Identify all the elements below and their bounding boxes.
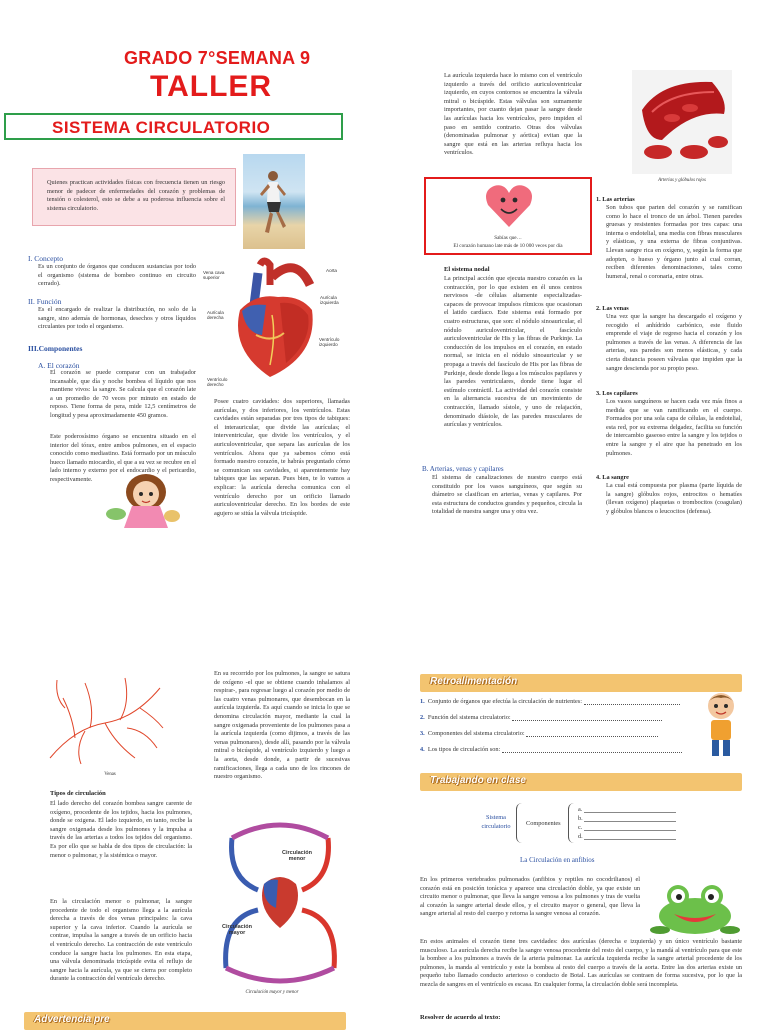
nodal-text: La principal acción que ejecuta nuestro corazón es la contracción, por lo que existen en él unos centros nerviosos -de células altamente especializadas- capaces de provocar impulsos rítmicos que ocasionan el latido cardíaco. Este sistema está formado por cuatro estructuras, que son: el nódulo sinoauricular, el nódulo auriculoventricular, el fascículo auriculoventricular de His y las fibras de Purkinje. La conducción de los impulsos en el corazón, en estado normal, se inicia en el nódulo sinoauricular y se propaga a través del fascículo de His por las fibras de Purkinje, desde donde llega a los músculos papilares y las paredes ventriculares, donde tiene lugar el estímulo contráctil. La actividad del corazón consiste en la alternancia sucesiva de un movimiento de contracción, llamado sístole, y uno de relajación, denominado diástole, de las paredes musculares de aurículas y ventrículos. bbox=[444, 275, 582, 429]
answer-line-4[interactable] bbox=[502, 746, 682, 753]
heart-label-auricula-derecha: Aurícula derecha bbox=[207, 310, 224, 320]
smiling-heart-icon bbox=[484, 183, 534, 229]
sabias-box bbox=[424, 177, 592, 255]
intro-box bbox=[32, 168, 236, 226]
runner-photo bbox=[243, 154, 305, 249]
topic-banner bbox=[4, 113, 343, 140]
sangre-label: 4. La sangre bbox=[596, 474, 629, 481]
taller-title: TALLER bbox=[150, 70, 273, 103]
sabias-title: Sabías que… bbox=[494, 235, 522, 241]
circ-caption: Circulación mayor y menor bbox=[245, 990, 299, 995]
trabajando-title: Trabajando en clase bbox=[430, 775, 526, 786]
col3-top-text: La aurícula izquierda hace lo mismo con el ventrículo izquierdo a través del orificio auriculoventricular izquierdo, en cuyos contornos se encuentra la válvula mitral o bicúspide. Estas válvulas son sumamente importantes, por cuanto dejan pasar la sangre desde las aurículas hacia los ventrículos, pero impiden el paso en sentido contrario. Otras dos válvulas (denominadas pulmonar y aórtica) evitan que la sangre que está en las arterias refluya hacia los ventrículos. bbox=[444, 72, 582, 157]
col2-text: Posee cuatro cavidades: dos superiores, llamadas aurículas, y dos inferiores, los ventrículos. Estas cavidades están separadas por tres tipos de tabiques: el interauricular, que divide las aurículas; el interventricular, que divide los ventrículos, y el auriculoventricular, que separa las aurículas de los ventrículos. Ahora que ya sabemos cómo está formado nuestro corazón, te habrás preguntado cómo se comunican sus cavidades, si aparentemente hay tabiques que las separan. Pues bien, te lo vamos a explicar: la aurícula derecha comunica con el ventrículo derecho por un orificio llamado auriculoventricular derecho. En los bordes de este agujero se sitúa la válvula tricúspide. bbox=[214, 398, 350, 517]
funcion-label: II. Función bbox=[28, 297, 62, 306]
grade-title: GRADO 7°SEMANA 9 bbox=[124, 48, 311, 68]
topic-title: SISTEMA CIRCULATORIO bbox=[52, 118, 271, 137]
sabias-text: El corazón humano late más de 10 000 veces por día bbox=[453, 243, 563, 249]
tipos-title: Tipos de circulación bbox=[50, 790, 106, 797]
trabajando-bar bbox=[420, 773, 742, 791]
component-line-c[interactable] bbox=[584, 824, 676, 831]
girl-cartoon bbox=[102, 470, 182, 532]
component-answer-d: d. bbox=[578, 833, 688, 842]
sangre-text: La cual está compuesta por plasma (parte líquida de la sangre) glóbulos rojos, entrocitos o hematíes (llevan oxígeno) plaquetas o trombocitos (coagulan) y glóbulos blancos o leucocitos (defensa). bbox=[606, 482, 742, 515]
arterias-caption: Arterias y glóbulos rojos bbox=[658, 178, 706, 183]
answer-line-2[interactable] bbox=[512, 714, 662, 721]
capilares-text: Los vasos sanguíneos se hacen cada vez más finos a medida que se van ramificando en el cuerpo. Formados por una sola capa de células, la endotelial, esta red, por su extrema delgadez, facilita su función de intercambio gaseoso entre la sangre y los tejidos o entre la sangre y el aire que ha penetrado en los pulmones. bbox=[606, 398, 742, 457]
heart-label-vena-cava: Vena cava superior bbox=[203, 270, 225, 280]
component-line-b[interactable] bbox=[584, 815, 676, 822]
venas-text: Una vez que la sangre ha descargado el oxígeno y recogido el anhídrido carbónico, este fluido emprende el viaje de regreso hacia el corazón y los pulmones a través de las venas. A diferencia de las arterias, sus paredes son menos elásticas, y cada cierta distancia poseen válvulas que impiden que la sangre descienda por su propio peso. bbox=[606, 313, 742, 372]
corazon-label: A. El corazón bbox=[38, 361, 80, 370]
heart-label-ventriculo-izquierdo: Ventrículo izquierdo bbox=[319, 337, 340, 347]
funcion-text: Es el encargado de realizar la distribución, no solo de la sangre, sino además de hormonas, desechos y otros líquidos circulantes por todo el organismo. bbox=[38, 306, 196, 331]
arterias-text: Son tubos que parten del corazón y se ramifican como lo hace el tronco de un árbol. Tienen paredes gruesas y resistentes formadas por tres capas: una interna o endotelial, una media con fibras musculares y elásticas, y una externa de fibras conjuntivas. Llevan sangre rica en oxígeno, y, según la forma que adopten, o hueso y órgano junto al cual corran, reciben diferentes denominaciones, tales como humeral, renal o coronaria, entre otras. bbox=[606, 204, 742, 280]
corazon-text: El corazón se puede comparar con un trabajador incansable, que día y noche bombea el líquido que nos mantiene vivos: la sangre. Se calcula que el corazón late a un promedio de 70 veces por minuto en estado de reposo. Tiene forma de pera, mide 12,5 centímetros de longitud y pesa aproximadamente 450 gramos. bbox=[50, 369, 196, 419]
retro-question-3: 3. Componentes del sistema circulatorio: bbox=[420, 730, 720, 737]
concepto-label: I. Concepto bbox=[28, 254, 63, 263]
circ-menor-label: Circulación menor bbox=[282, 850, 312, 862]
anfibios-p1: En los primeros vertebrados pulmonados (anfibios y reptiles no cocodrilianos) el corazón está en posición torácica y aparece una circulación doble, ya que existe un circuito menor o pulmonar, que lleva la sangre venosa a los pulmones y tras de vuelta al corazón la sangre arterial desde ellos, y el circuito mayor o general, que lleva la sangre arterial al resto del cuerpo y retorna la sangre venosa al corazón. bbox=[420, 876, 640, 918]
retro-question-4: 4. Los tipos de circulación son: bbox=[420, 746, 720, 753]
arterias-section-text: El sistema de canalizaciones de nuestro cuerpo está constituido por los vasos sanguíneos, que según su diámetro se clasifican en arterias, venas y capilares. Por esta estructura de conductos grandes y pequeños, circula la totalidad de nuestra sangre una y otra vez. bbox=[432, 474, 582, 516]
retro-bar bbox=[420, 674, 742, 692]
heart-label-auricula-izquierda: Aurícula izquierda bbox=[320, 295, 339, 305]
component-answers bbox=[578, 806, 688, 842]
boy-cartoon bbox=[700, 690, 742, 760]
answer-line-3[interactable] bbox=[526, 730, 658, 737]
venas-caption: Venas bbox=[104, 772, 116, 777]
component-line-d[interactable] bbox=[584, 833, 676, 840]
capilares-label: 3. Los capilares bbox=[596, 390, 638, 397]
corazon-text-2: Este poderosísimo órgano se encuentra situado en el interior del tórax, entre ambos pulmones, en el espacio conocido como mediastino. Está formado por un músculo hueco llamado miocardio, el que a su vez se recubre en el lado interno y externo por el endocardio y el pericardio, respectivamente. bbox=[50, 433, 196, 483]
red-blood-cells-image bbox=[632, 70, 732, 174]
circulation-diagram bbox=[218, 818, 342, 990]
heart-label-aorta: Aorta bbox=[326, 268, 337, 273]
tipos-text: El lado derecho del corazón bombea sangre carente de oxígeno, procedente de los tejidos, hacia los pulmones, donde se oxigena. El lado izquierdo, en tanto, recibe la sangre oxigenada desde los pulmones y la impulsa a través de las arterias a todos los tejidos del organismo. Es por ello que se habla de dos tipos de circulación: la menor o pulmonar, y la sistémica o mayor. bbox=[50, 800, 192, 859]
arterias-section-label: B. Arterias, venas y capilares bbox=[422, 465, 504, 473]
nodal-title: El sistema nodal bbox=[444, 266, 490, 273]
sistema-circulatorio-label: Sistema circulatorio bbox=[481, 814, 511, 830]
retro-question-1: 1. Conjunto de órganos que efectúa la circulación de nutrientes: bbox=[420, 698, 720, 705]
anfibios-title: La Circulación en anfibios bbox=[520, 856, 595, 864]
component-line-a[interactable] bbox=[584, 806, 676, 813]
circ-mayor-label: Circulación mayor bbox=[222, 924, 252, 936]
answer-line-1[interactable] bbox=[584, 698, 680, 705]
tipos-text-2: En la circulación menor o pulmonar, la sangre procedente de todo el organismo llega a la aurícula derecha a través de dos venas principales: la cava superior y la cava inferior. Cuando la aurícula se contrae, impulsa la sangre a través de un orificio hacia el ventrículo derecho. La contracción de este ventrículo conduce la sangre hacia los pulmones. En esta etapa, una válvula denominada tricúspide evita el reflujo de sangre hacia la aurícula, ya que se cierra por completo durante la contracción del ventrículo derecho. bbox=[50, 898, 192, 983]
anfibios-p2: En estos animales el corazón tiene tres cavidades: dos aurículas (derecha e izquierda) y un único ventrículo bastante musculoso. La aurícula derecha recibe la sangre venosa procedente del resto del cuerpo, y la mandá al ventrículo para que este la bombee a los pulmones a través de la arteria pulmonar. La aurícula izquierda recibe la sangre arterial procedente de los pulmones, la manda al ventrículo y este la bombea al resto del cuerpo a través de la aorta. Entre las dos arterias existe un pequeño tubo llamado conducto arterioso o conducto de Botal. Las aurículas se contraen de forma sucesiva, por lo que la mezcla de sangres en el ventrículo es escasa. En cualquier forma, la circulación doble será incompleta. bbox=[420, 938, 742, 988]
heart-label-ventriculo-derecho: Ventrículo derecho bbox=[207, 377, 228, 387]
page2-col2-text: En su recorrido por los pulmones, la sangre se satura de oxígeno -el que se obtiene cuando inhalamos al respirar-, para regresar luego al corazón por medio de las cuatro venas pulmonares, que desembocan en la aurícula izquierda. Es aquí cuando se inicia lo que se denomina circulación mayor, mediante la cual la sangre oxigenada proveniente de los pulmones pasa a la aurícula izquierda (como dijimos, a través de las venas pulmonares), desde allí, pasando por la válvula mitral o bicúspide, al ventrículo izquierdo y luego a la aorta, desde donde, a partir de sucesivas ramificaciones, llega a cada uno de los rincones de nuestro organismo. bbox=[214, 670, 350, 781]
advertencia-bar bbox=[24, 1012, 346, 1030]
advertencia-title: Advertencia pre bbox=[34, 1014, 110, 1025]
frog-cartoon bbox=[648, 882, 742, 938]
component-answer-a: a. bbox=[578, 806, 688, 815]
venas-label: 2. Las venas bbox=[596, 305, 629, 312]
retro-question-2: 2. Función del sistema circulatorio: bbox=[420, 714, 720, 721]
component-answer-c: c. bbox=[578, 824, 688, 833]
arterias-label: 1. Las arterias bbox=[596, 196, 635, 203]
component-answer-b: b. bbox=[578, 815, 688, 824]
concepto-text: Es un conjunto de órganos que conducen sustancias por todo el organismo (sistema de bombeo continuo en circuito cerrado). bbox=[38, 263, 196, 288]
retro-title: Retroalimentación bbox=[430, 676, 518, 687]
componentes-label: III.Componentes bbox=[28, 344, 83, 353]
resolver-label: Resolver de acuerdo al texto: bbox=[420, 1014, 501, 1021]
veins-image bbox=[45, 668, 165, 768]
componentes-node: Componentes bbox=[526, 820, 561, 827]
intro-text: Quienes practican actividades físicas con frecuencia tienen un riesgo menor de padecer de enfermedades del corazón y problemas de tensión o colesterol, esto se debe a su poderosa influencia sobre el sistema circulatorio. bbox=[47, 179, 225, 212]
